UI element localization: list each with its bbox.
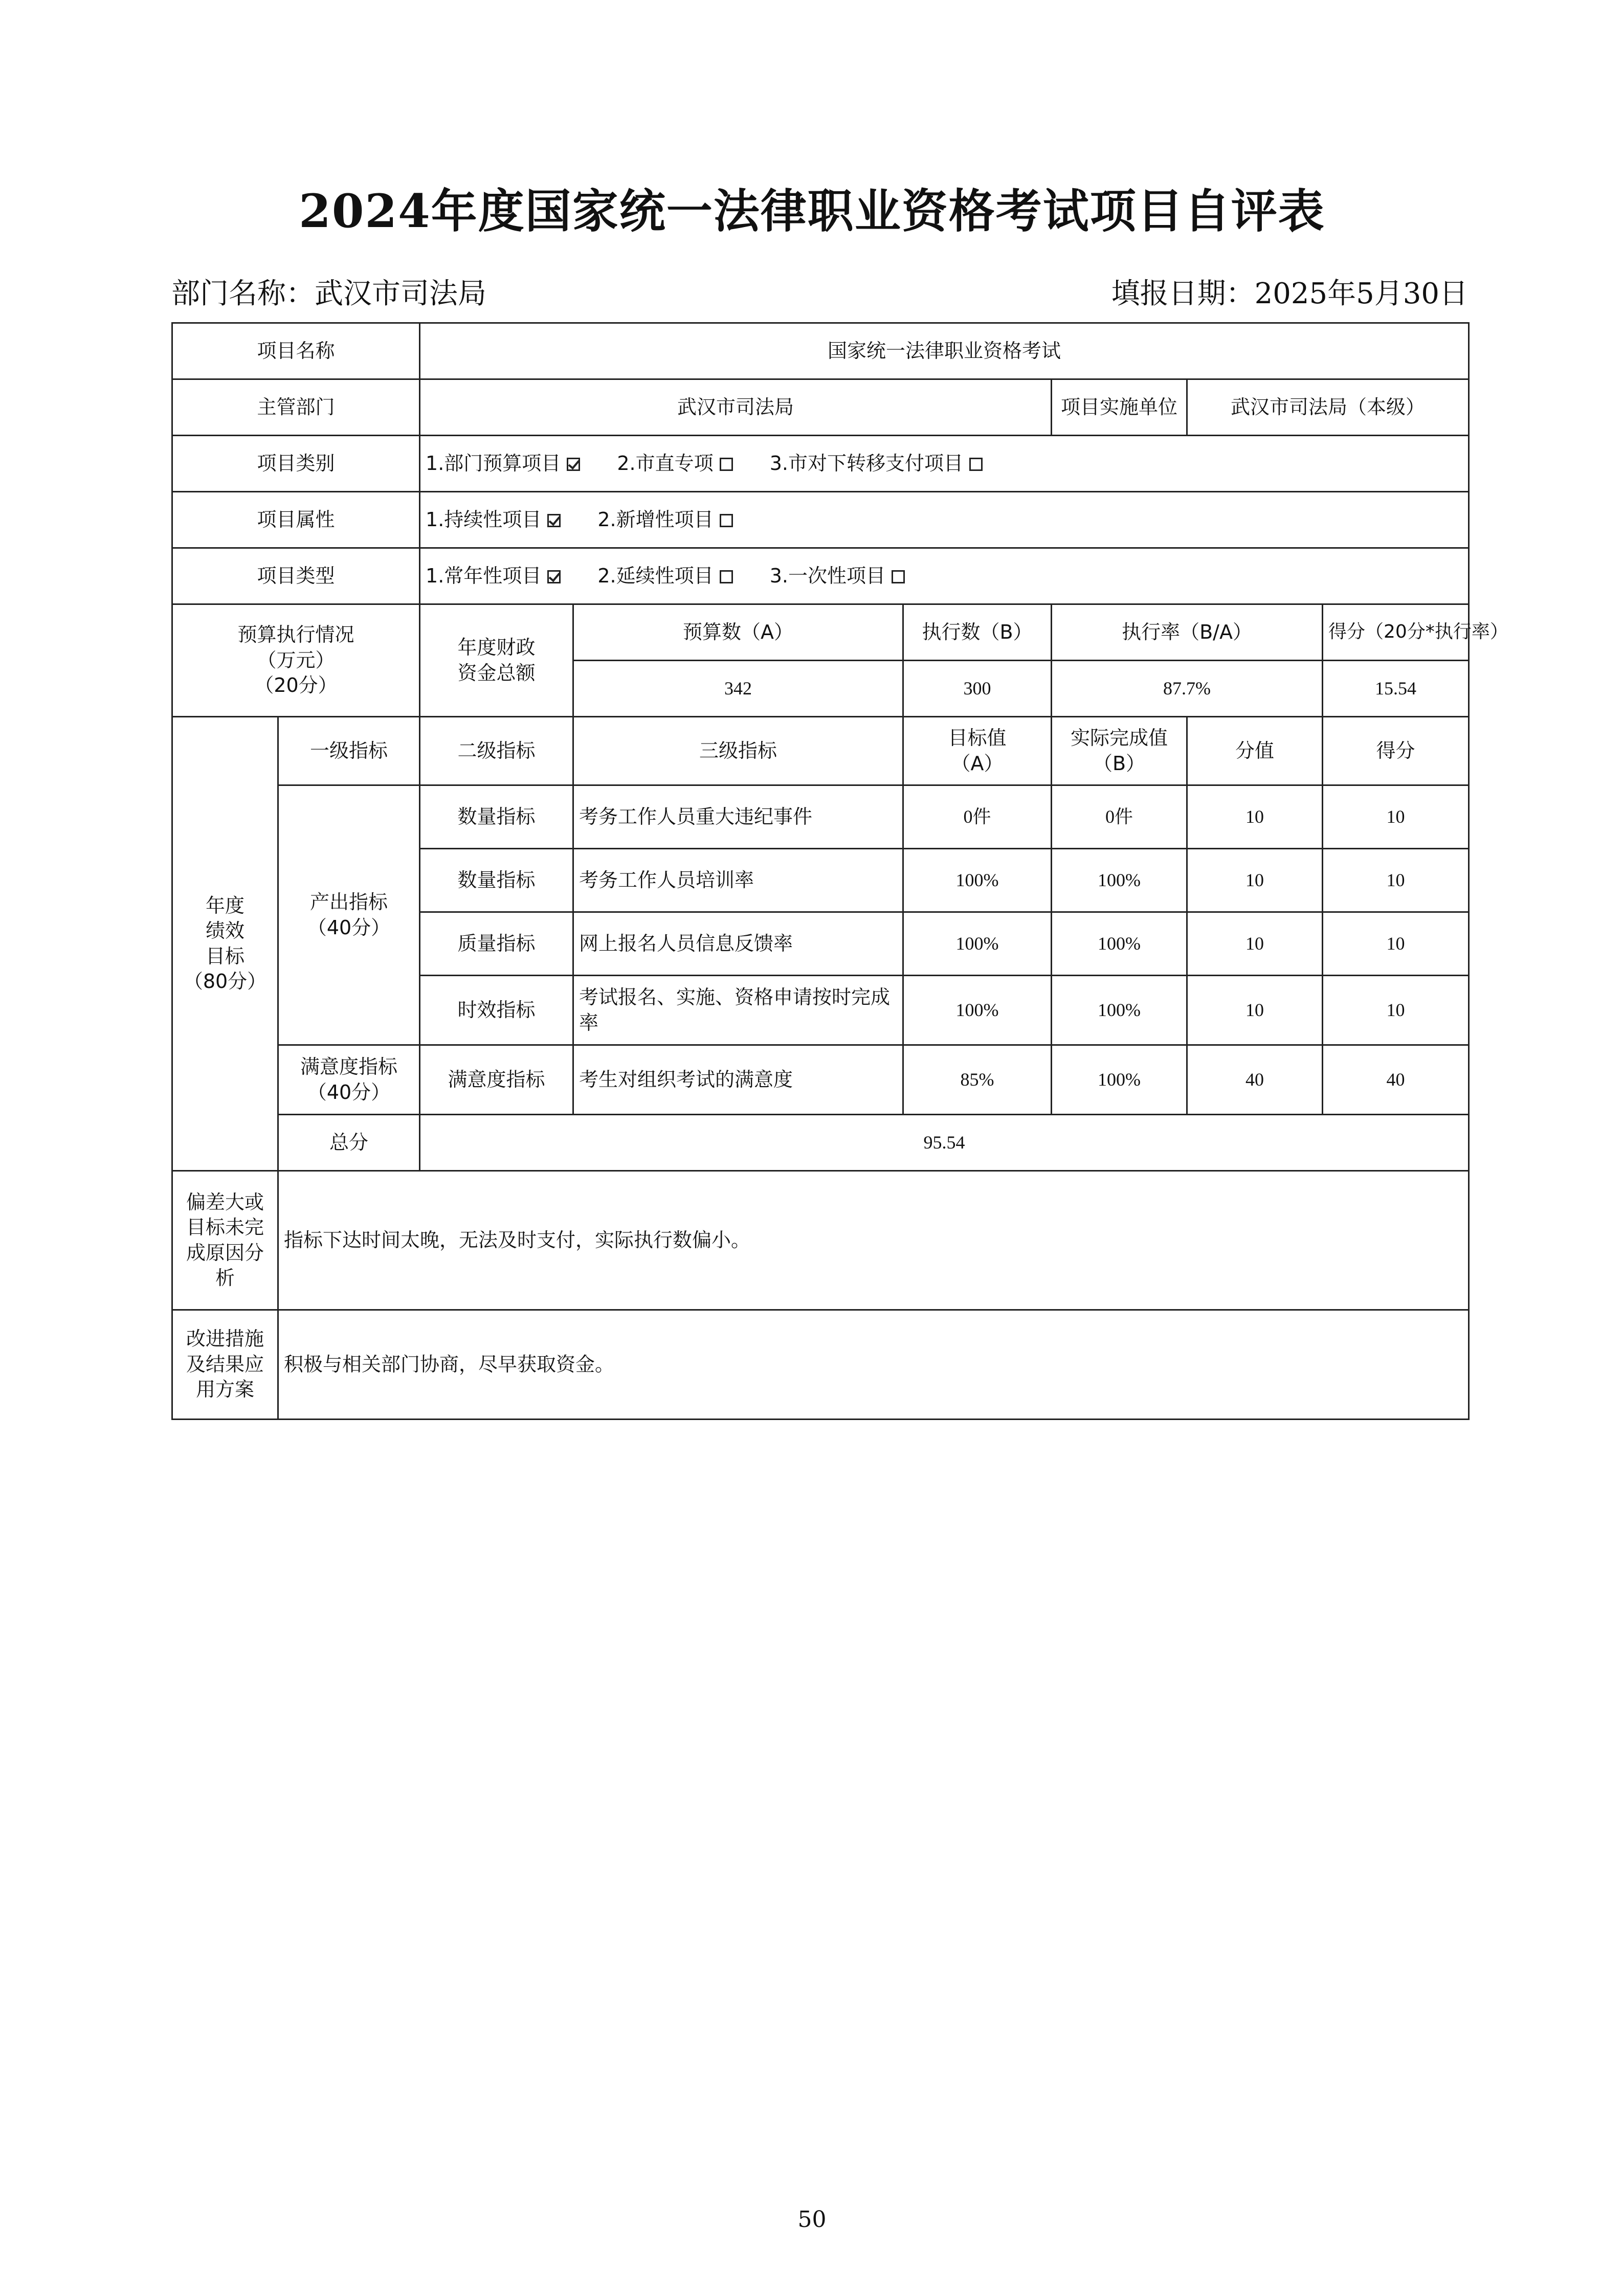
row-perf-header <box>172 717 1469 785</box>
project-name-label: 项目名称 <box>172 323 420 379</box>
impl-unit-label: 项目实施单位 <box>1052 379 1187 436</box>
empty-box-icon <box>720 514 733 527</box>
points-cell: 10 <box>1187 849 1323 912</box>
exec-rate-header: 执行率（B/A） <box>1052 604 1323 661</box>
checked-box-icon <box>567 458 580 471</box>
score-cell: 40 <box>1323 1045 1469 1115</box>
attr-option-continuing: 1.持续性项目 <box>426 508 561 531</box>
row-improvement <box>172 1310 1469 1420</box>
project-type-label: 项目类型 <box>172 548 420 604</box>
page-number: 50 <box>797 2207 827 2233</box>
row-deviation <box>172 1171 1469 1310</box>
score-cell: 10 <box>1323 976 1469 1045</box>
funds-total-label: 年度财政 资金总额 <box>420 604 573 717</box>
row-managing-dept <box>172 379 1469 436</box>
budget-score-header: 得分（20分*执行率） <box>1323 604 1469 661</box>
level3-cell: 考生对组织考试的满意度 <box>573 1045 903 1115</box>
target-cell: 100% <box>903 849 1052 912</box>
score-header: 得分 <box>1323 717 1469 785</box>
target-header: 目标值 （A） <box>903 717 1052 785</box>
budget-label: 预算执行情况 （万元） （20分） <box>172 604 420 717</box>
budget-score-value: 15.54 <box>1323 661 1469 717</box>
points-cell: 40 <box>1187 1045 1323 1115</box>
target-cell: 100% <box>903 912 1052 976</box>
category-option-dept-budget: 1.部门预算项目 <box>426 452 580 475</box>
points-cell: 10 <box>1187 976 1323 1045</box>
level3-cell: 考务工作人员培训率 <box>573 849 903 912</box>
type-option-extended: 2.延续性项目 <box>597 565 732 587</box>
project-attr-options <box>420 492 1469 548</box>
actual-cell: 100% <box>1052 849 1187 912</box>
project-attr-label: 项目属性 <box>172 492 420 548</box>
actual-cell: 0件 <box>1052 785 1187 849</box>
level2-cell: 满意度指标 <box>420 1045 573 1115</box>
empty-box-icon <box>892 570 905 583</box>
actual-cell: 100% <box>1052 976 1187 1045</box>
budget-amount-header: 预算数（A） <box>573 604 903 661</box>
level3-cell: 考务工作人员重大违纪事件 <box>573 785 903 849</box>
checked-box-icon <box>547 514 561 527</box>
level2-cell: 数量指标 <box>420 849 573 912</box>
score-cell: 10 <box>1323 849 1469 912</box>
points-cell: 10 <box>1187 785 1323 849</box>
points-header: 分值 <box>1187 717 1323 785</box>
category-option-city-special: 2.市直专项 <box>617 452 732 475</box>
satisfaction-indicator-label: 满意度指标 （40分） <box>278 1045 420 1115</box>
type-option-onetime: 3.一次性项目 <box>770 565 905 587</box>
fill-date: 填报日期：2025年5月30日 <box>1111 277 1468 310</box>
level3-cell: 网上报名人员信息反馈率 <box>573 912 903 976</box>
empty-box-icon <box>969 458 983 471</box>
level2-header: 二级指标 <box>420 717 573 785</box>
empty-box-icon <box>720 570 733 583</box>
attr-option-new: 2.新增性项目 <box>597 508 732 531</box>
row-budget-header <box>172 604 1469 661</box>
improvement-label: 改进措施 及结果应 用方案 <box>172 1310 278 1420</box>
level3-cell: 考试报名、实施、资格申请按时完成率 <box>573 976 903 1045</box>
project-category-options <box>420 436 1469 492</box>
row-project-name <box>172 323 1469 379</box>
table-row <box>172 785 1469 849</box>
actual-cell: 100% <box>1052 912 1187 976</box>
row-project-attr <box>172 492 1469 548</box>
department-name: 部门名称：武汉市司法局 <box>171 277 486 310</box>
managing-dept-value: 武汉市司法局 <box>420 379 1052 436</box>
target-cell: 0件 <box>903 785 1052 849</box>
level2-cell: 质量指标 <box>420 912 573 976</box>
project-category-label: 项目类别 <box>172 436 420 492</box>
score-cell: 10 <box>1323 785 1469 849</box>
managing-dept-label: 主管部门 <box>172 379 420 436</box>
actual-header: 实际完成值 （B） <box>1052 717 1187 785</box>
deviation-text: 指标下达时间太晚，无法及时支付，实际执行数偏小。 <box>278 1171 1469 1310</box>
row-project-type <box>172 548 1469 604</box>
type-option-annual: 1.常年性项目 <box>426 565 561 587</box>
row-project-category <box>172 436 1469 492</box>
annual-perf-label: 年度 绩效 目标 （80分） <box>172 717 278 1171</box>
table-row <box>172 1045 1469 1115</box>
self-evaluation-table <box>171 322 1508 1420</box>
score-cell: 10 <box>1323 912 1469 976</box>
project-type-options <box>420 548 1469 604</box>
level3-header: 三级指标 <box>573 717 903 785</box>
exec-amount-value: 300 <box>903 661 1052 717</box>
total-value: 95.54 <box>420 1115 1469 1171</box>
checked-box-icon <box>547 570 561 583</box>
target-cell: 85% <box>903 1045 1052 1115</box>
budget-amount-value: 342 <box>573 661 903 717</box>
level2-cell: 数量指标 <box>420 785 573 849</box>
exec-rate-value: 87.7% <box>1052 661 1323 717</box>
page-title: 2024年度国家统一法律职业资格考试项目自评表 <box>299 184 1325 238</box>
project-name-value: 国家统一法律职业资格考试 <box>420 323 1469 379</box>
level1-header: 一级指标 <box>278 717 420 785</box>
improvement-text: 积极与相关部门协商，尽早获取资金。 <box>278 1310 1469 1420</box>
actual-cell: 100% <box>1052 1045 1187 1115</box>
exec-amount-header: 执行数（B） <box>903 604 1052 661</box>
deviation-label: 偏差大或 目标未完 成原因分 析 <box>172 1171 278 1310</box>
category-option-transfer: 3.市对下转移支付项目 <box>770 452 983 475</box>
empty-box-icon <box>720 458 733 471</box>
total-label: 总分 <box>278 1115 420 1171</box>
points-cell: 10 <box>1187 912 1323 976</box>
row-total <box>172 1115 1469 1171</box>
impl-unit-value: 武汉市司法局（本级） <box>1187 379 1469 436</box>
output-indicator-label: 产出指标 （40分） <box>278 785 420 1045</box>
level2-cell: 时效指标 <box>420 976 573 1045</box>
target-cell: 100% <box>903 976 1052 1045</box>
